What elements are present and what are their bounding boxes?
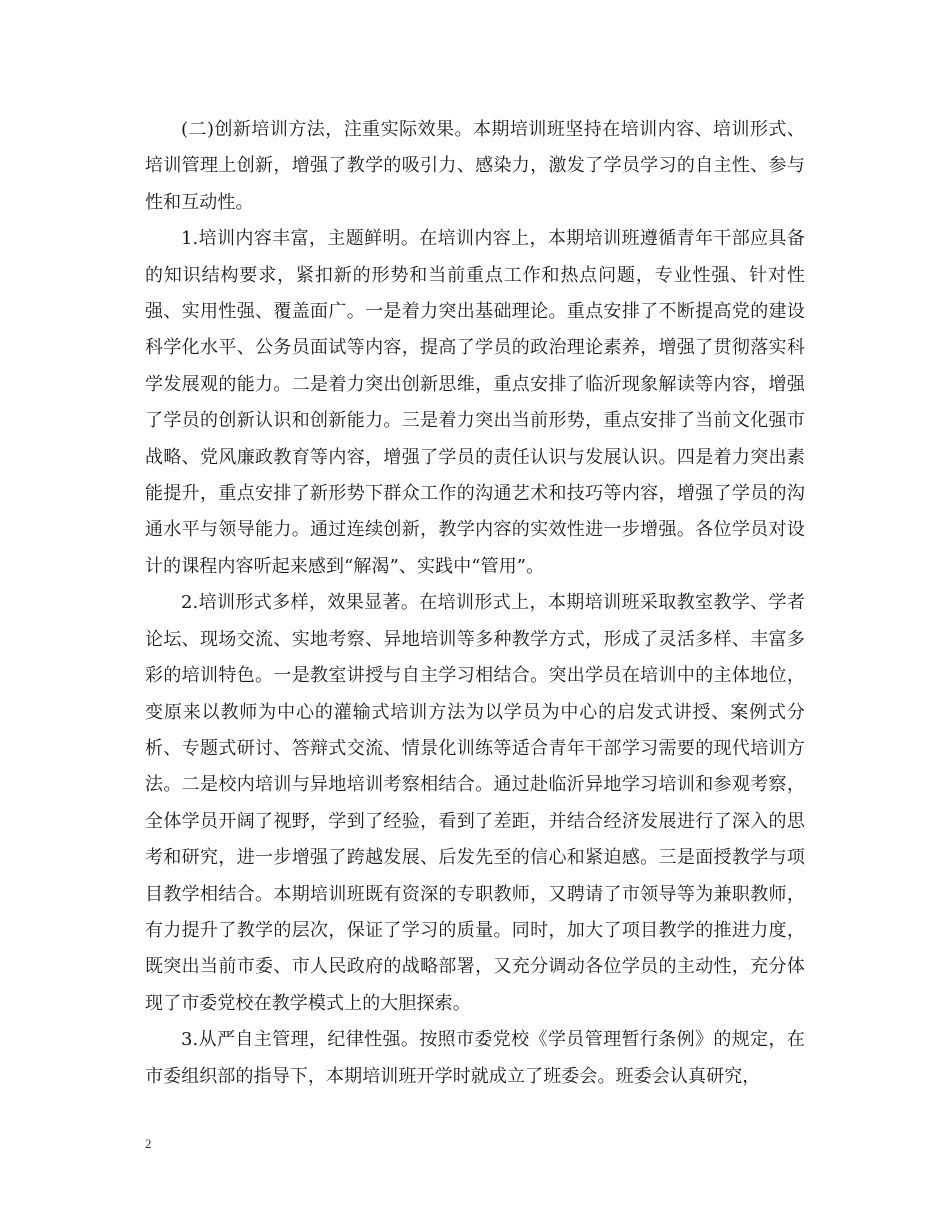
page-number: 2	[145, 1136, 152, 1151]
paragraph-self-management: 3.从严自主管理，纪律性强。按照市委党校《学员管理暂行条例》的规定，在市委组织部的指导下，本期培训班开学时就成立了班委会。班委会认真研究，	[145, 1029, 805, 1087]
paragraph-training-content: 1.培训内容丰富，主题鲜明。在培训内容上，本期培训班遵循青年干部应具备的知识结构要求，紧扣新的形势和当前重点工作和热点问题，专业性强、针对性强、实用性强、覆盖面广。一是着力突出基础理论。重点安排了不断提高党的建设科学化水平、公务员面试等内容，提高了学员的政治理论素养，增强了贯彻落实科学发展观的能力。二是着力突出创新思维，重点安排了临沂现象解读等内容，增强了学员的创新认识和创新能力。三是着力突出当前形势，重点安排了当前文化强市战略、党风廉政教育等内容，增强了学员的责任认识与发展认识。四是着力突出素能提升，重点安排了新形势下群众工作的沟通艺术和技巧等内容，增强了学员的沟通水平与领导能力。通过连续创新，教学内容的实效性进一步增强。各位学员对设计的课程内容听起来感到“解渴”、实践中“管用”。	[145, 228, 805, 577]
document-body	[145, 112, 805, 1095]
paragraph-innovation-methods: (二)创新培训方法，注重实际效果。本期培训班坚持在培训内容、培训形式、培训管理上创新，增强了教学的吸引力、感染力，激发了学员学习的自主性、参与性和互动性。	[145, 119, 805, 213]
paragraph-training-forms: 2.培训形式多样，效果显著。在培训形式上，本期培训班采取教室教学、学者论坛、现场交流、实地考察、异地培训等多种教学方式，形成了灵活多样、丰富多彩的培训特色。一是教室讲授与自主学习相结合。突出学员在培训中的主体地位，变原来以教师为中心的灌输式培训方法为以学员为中心的启发式讲授、案例式分析、专题式研讨、答辩式交流、情景化训练等适合青年干部学习需要的现代培训方法。二是校内培训与异地培训考察相结合。通过赴临沂异地学习培训和参观考察，全体学员开阔了视野，学到了经验，看到了差距，并结合经济发展进行了深入的思考和研究，进一步增强了跨越发展、后发先至的信心和紧迫感。三是面授教学与项目教学相结合。本期培训班既有资深的专职教师，又聘请了市领导等为兼职教师，有力提升了教学的层次，保证了学习的质量。同时，加大了项目教学的推进力度，既突出当前市委、市人民政府的战略部署，又充分调动各位学员的主动性，充分体现了市委党校在教学模式上的大胆探索。	[145, 592, 805, 1014]
